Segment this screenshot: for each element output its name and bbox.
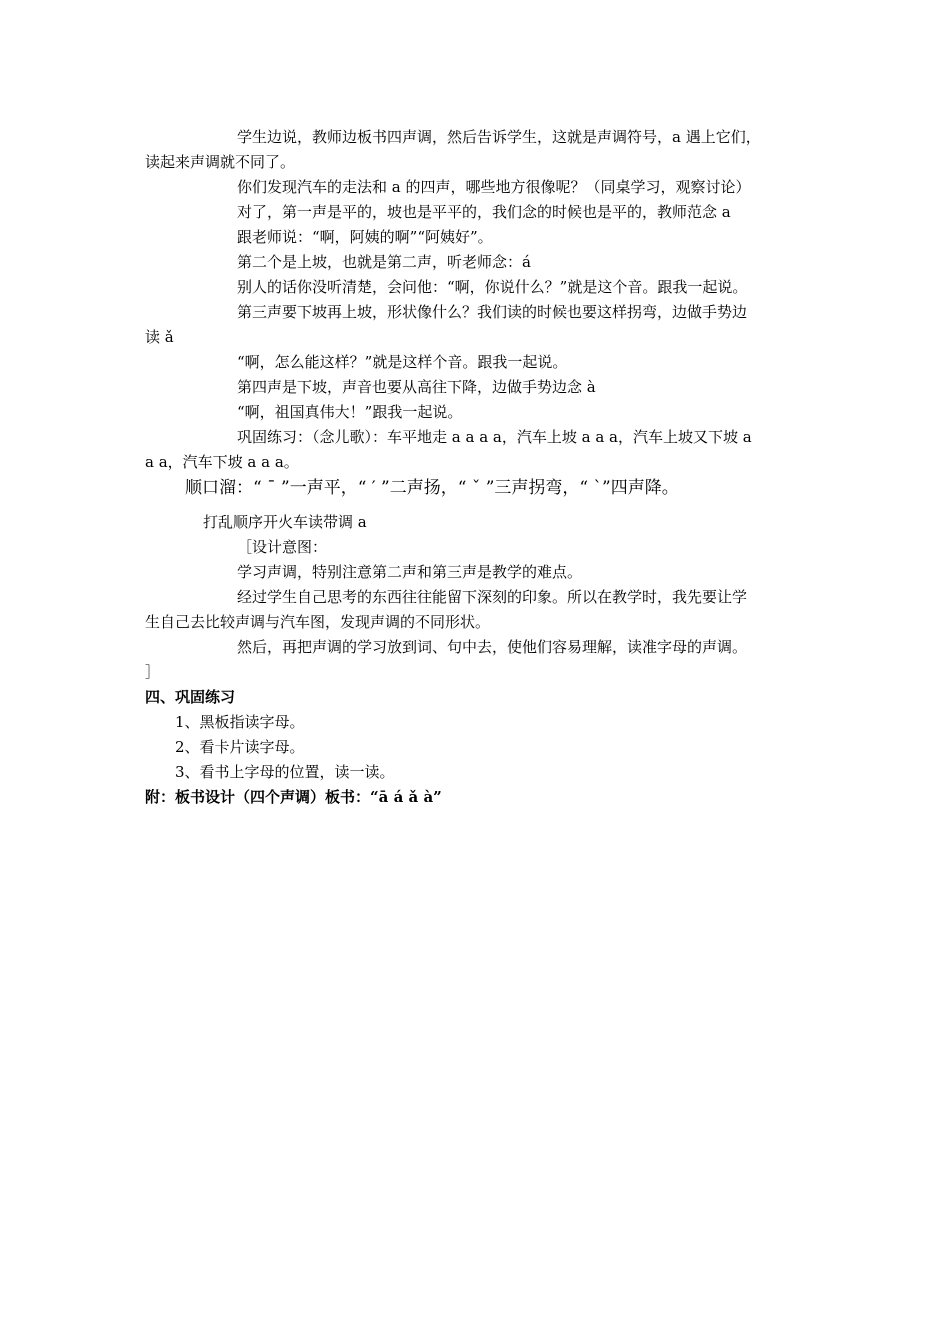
paragraph-line: 读 ǎ [145, 328, 174, 346]
paragraph-line: 跟老师说：“啊，阿姨的啊”“阿姨好”。 [237, 228, 493, 246]
list-item: 1、黑板指读字母。 [175, 713, 305, 731]
paragraph-line: 学生边说，教师边板书四声调，然后告诉学生，这就是声调符号，a 遇上它们， [237, 128, 761, 146]
paragraph-line: 别人的话你没听清楚，会问他：“啊，你说什么？”就是这个音。跟我一起说。 [237, 278, 748, 296]
paragraph-line: 打乱顺序开火车读带调 a [203, 513, 367, 531]
paragraph-line: 第二个是上坡，也就是第二声，听老师念：á [237, 253, 531, 271]
section-heading: 四、巩固练习 [145, 688, 236, 706]
list-item: 3、看书上字母的位置，读一读。 [175, 763, 395, 781]
exercise-line: a a，汽车下坡 a a a。 [145, 453, 299, 471]
rhyme-line: 顺口溜：“ ˉ ”一声平，“ ′ ”二声扬，“ ˇ ”三声拐弯，“ ˋ”四声降。 [185, 478, 679, 498]
paragraph-line: 读起来声调就不同了。 [145, 153, 296, 171]
paragraph-line: 学习声调，特别注意第二声和第三声是教学的难点。 [237, 563, 583, 581]
design-intent-close: ］ [145, 663, 161, 681]
paragraph-line: 你们发现汽车的走法和 a 的四声，哪些地方很像呢？（同桌学习，观察讨论） [237, 178, 751, 196]
paragraph-line: 第四声是下坡，声音也要从高往下降，边做手势边念 à [237, 378, 596, 396]
paragraph-line: 经过学生自己思考的东西往往能留下深刻的印象。所以在教学时，我先要让学 [237, 588, 748, 606]
appendix-line: 附：板书设计（四个声调）板书：“ā á ǎ à” [145, 788, 442, 806]
exercise-line: 巩固练习：（念儿歌）：车平地走 a a a a，汽车上坡 a a a，汽车上坡又下坡 a [237, 428, 752, 446]
paragraph-line: 第三声要下坡再上坡，形状像什么？我们读的时候也要这样拐弯，边做手势边 [237, 303, 748, 321]
paragraph-line: 对了，第一声是平的，坡也是平平的，我们念的时候也是平的，教师范念 a [237, 203, 731, 221]
paragraph-line: 生自己去比较声调与汽车图，发现声调的不同形状。 [145, 613, 491, 631]
design-intent-open: ［设计意图： [237, 538, 328, 556]
list-item: 2、看卡片读字母。 [175, 738, 305, 756]
paragraph-line: 然后，再把声调的学习放到词、句中去，使他们容易理解，读准字母的声调。 [237, 638, 748, 656]
paragraph-line: “啊，怎么能这样？”就是这样个音。跟我一起说。 [237, 353, 568, 371]
paragraph-line: “啊，祖国真伟大！”跟我一起说。 [237, 403, 463, 421]
